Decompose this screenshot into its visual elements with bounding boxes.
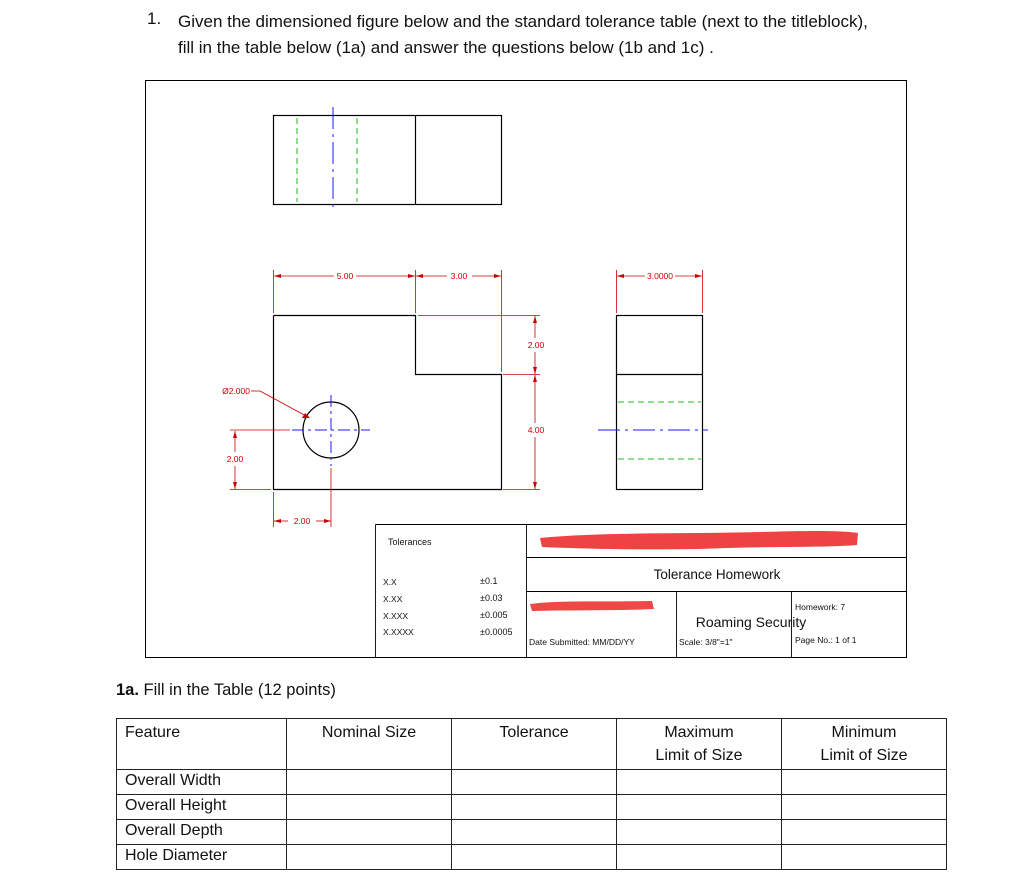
sheet-border: [146, 81, 907, 658]
table-row: [117, 820, 947, 845]
table-cell[interactable]: [617, 820, 782, 845]
dimensions: [230, 270, 703, 527]
dim-notch-height: 2.00: [527, 340, 545, 350]
tolerances-title: Tolerances: [388, 537, 432, 547]
tol-value-2: ±0.03: [480, 593, 503, 603]
dim-depth: 3.0000: [647, 271, 673, 281]
tol-format-2: X.XX: [383, 594, 403, 604]
header-nominal-size: Nominal Size: [287, 719, 452, 770]
header-maximum-limit: Maximum Limit of Size: [617, 719, 782, 770]
question-number: 1.: [147, 9, 162, 28]
row-label: Overall Width: [117, 770, 287, 795]
titleblock-homework: Homework: 7: [795, 602, 846, 612]
row-label: Overall Height: [117, 795, 287, 820]
table-cell[interactable]: [452, 770, 617, 795]
top-view: [274, 107, 502, 212]
row-label: Hole Diameter: [117, 845, 287, 870]
table-row: [117, 770, 947, 795]
table-header-row: [117, 719, 947, 770]
table-cell[interactable]: [287, 845, 452, 870]
tol-value-1: ±0.1: [480, 576, 498, 586]
table-cell[interactable]: [782, 795, 947, 820]
table-row: [117, 795, 947, 820]
dim-total-height: 4.00: [527, 425, 545, 435]
table-cell[interactable]: [287, 770, 452, 795]
tol-format-1: X.X: [383, 577, 397, 587]
dim-hole-y: 2.00: [226, 454, 244, 464]
table-cell[interactable]: [617, 845, 782, 870]
table-cell[interactable]: [287, 795, 452, 820]
titleblock-title: Tolerance Homework: [653, 567, 781, 582]
table-cell[interactable]: [452, 795, 617, 820]
tol-value-3: ±0.005: [480, 610, 508, 620]
dim-width-left: 5.00: [336, 271, 354, 281]
table-cell[interactable]: [287, 820, 452, 845]
table-cell[interactable]: [782, 770, 947, 795]
tol-value-4: ±0.0005: [480, 627, 513, 637]
row-label: Overall Depth: [117, 820, 287, 845]
section-title: 1a. Fill in the Table (12 points): [116, 681, 336, 699]
fill-in-table: [116, 718, 947, 870]
dim-hole-diameter: Ø2.000: [222, 386, 250, 396]
titleblock-date: Date Submitted: MM/DD/YY: [529, 637, 635, 647]
table-cell[interactable]: [452, 845, 617, 870]
table-cell[interactable]: [617, 795, 782, 820]
table-cell[interactable]: [782, 845, 947, 870]
table-cell[interactable]: [452, 820, 617, 845]
table-row: [117, 845, 947, 870]
header-tolerance: Tolerance: [452, 719, 617, 770]
tol-format-4: X.XXXX: [383, 627, 414, 637]
titleblock-page: Page No.: 1 of 1: [795, 635, 857, 645]
side-view: [598, 316, 708, 490]
tol-format-3: X.XXX: [383, 611, 409, 621]
dim-width-right: 3.00: [450, 271, 468, 281]
table-cell[interactable]: [617, 770, 782, 795]
question-line-1: Given the dimensioned figure below and the standard tolerance table (next to the titleblock),: [178, 12, 868, 31]
front-view: [274, 316, 502, 490]
header-feature: Feature: [117, 719, 287, 770]
header-minimum-limit: Minimum Limit of Size: [782, 719, 947, 770]
dim-hole-x: 2.00: [293, 516, 311, 526]
table-cell[interactable]: [782, 820, 947, 845]
titleblock-scale: Scale: 3/8"=1": [679, 637, 733, 647]
question-line-2: fill in the table below (1a) and answer the questions below (1b and 1c) .: [178, 38, 714, 57]
titleblock-company: Roaming Security: [695, 614, 807, 630]
